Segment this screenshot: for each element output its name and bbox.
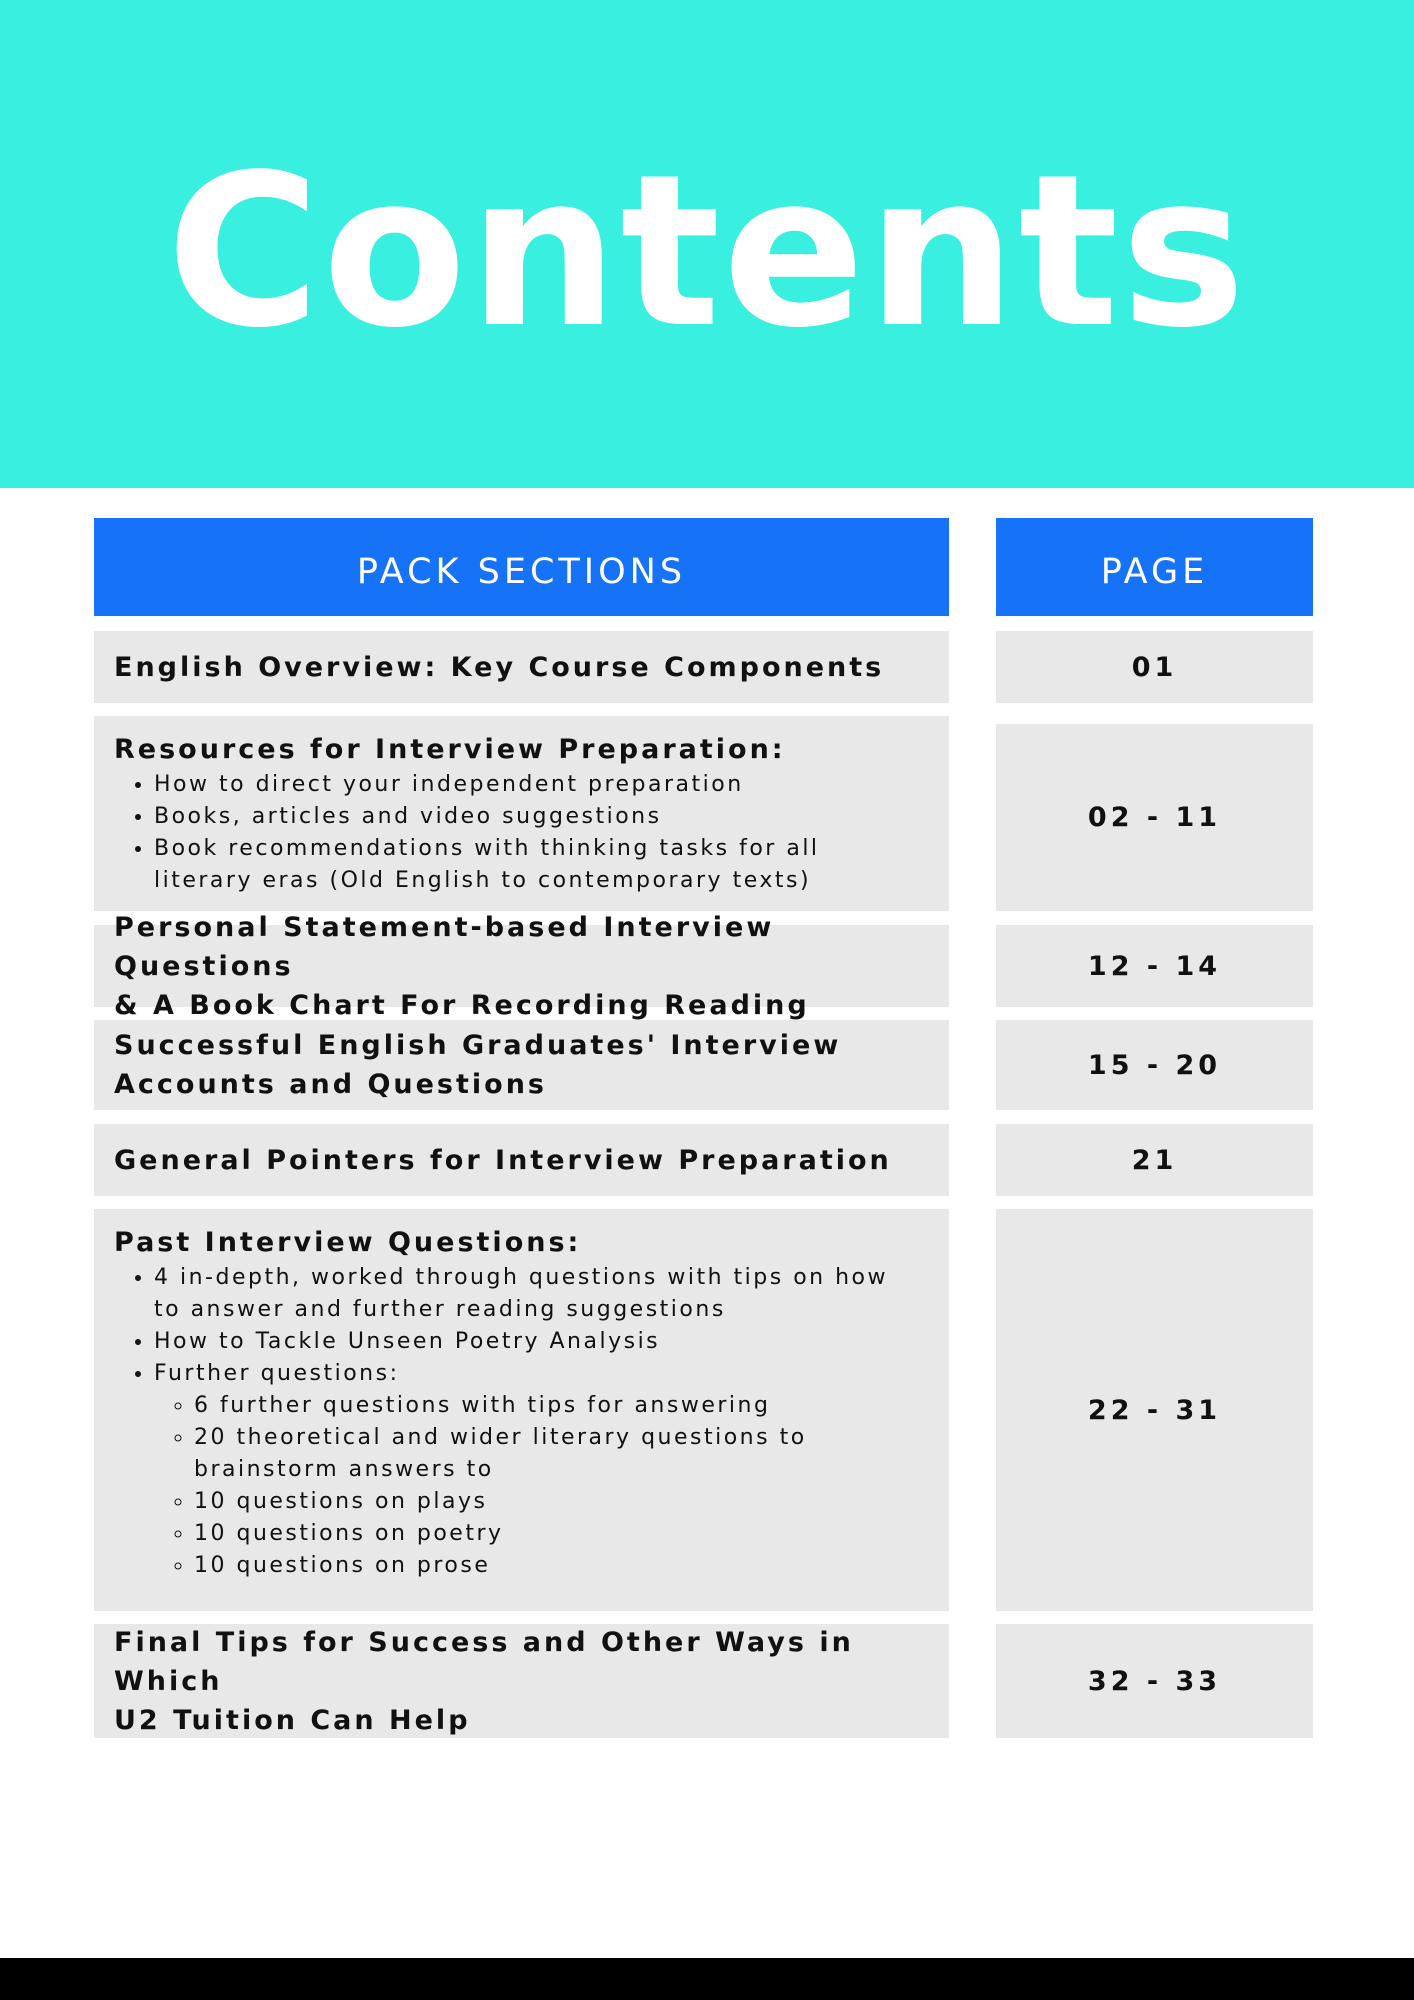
section-row-general-pointers — [94, 1124, 949, 1196]
page-title: Contents — [166, 129, 1248, 374]
sub-list-item: ◦ 6 further questions with tips for answering — [194, 1390, 909, 1422]
section-title-line: Successful English Graduates' Interview — [114, 1030, 842, 1061]
list-item: • 4 in-depth, worked through questions with tips on how to answer and further reading suggestions — [154, 1262, 909, 1326]
section-row-graduates-accounts — [94, 1020, 949, 1110]
sub-list-item: ◦ 20 theoretical and wider literary questions to brainstorm answers to — [194, 1422, 909, 1486]
sub-list-item: ◦ 10 questions on prose — [194, 1550, 909, 1582]
section-title-line: Final Tips for Success and Other Ways in Which — [114, 1626, 854, 1697]
page-cell: 12 - 14 — [996, 925, 1313, 1007]
sub-list-item: ◦ 10 questions on plays — [194, 1486, 909, 1518]
list-item: • How to Tackle Unseen Poetry Analysis — [154, 1326, 909, 1358]
section-row-personal-statement — [94, 911, 949, 1021]
sub-bullet-list — [154, 1390, 909, 1582]
section-row-english-overview — [94, 631, 949, 703]
section-title: Past Interview Questions: — [114, 1227, 582, 1258]
list-item — [154, 1358, 909, 1582]
section-row-final-tips — [94, 1624, 949, 1738]
section-title-line: U2 Tuition Can Help — [114, 1704, 471, 1736]
page-cell: 21 — [996, 1124, 1313, 1196]
list-item: • Books, articles and video suggestions — [154, 801, 909, 833]
section-title: English Overview: Key Course Components — [114, 651, 885, 683]
page-cell: 15 - 20 — [996, 1020, 1313, 1110]
section-row-resources — [94, 716, 949, 911]
section-title-line: & A Book Chart For Recording Reading — [114, 989, 810, 1021]
list-item-label: Further questions: — [154, 1361, 400, 1386]
list-item: • How to direct your independent preparation — [154, 769, 909, 801]
list-item: • Book recommendations with thinking tasks for all literary eras (Old English to contemporary texts) — [154, 833, 909, 897]
hero-banner — [0, 0, 1414, 488]
section-title-line: Personal Statement-based Interview Questions — [114, 911, 775, 982]
page-column-header: PAGE — [996, 518, 1313, 616]
page-cell: 02 - 11 — [996, 724, 1313, 911]
page-cell: 01 — [996, 631, 1313, 703]
page-cell: 32 - 33 — [996, 1624, 1313, 1738]
pack-sections-header: PACK SECTIONS — [94, 518, 949, 616]
sub-list-item: ◦ 10 questions on poetry — [194, 1518, 909, 1550]
section-title: Resources for Interview Preparation: — [114, 734, 786, 765]
section-title: General Pointers for Interview Preparation — [114, 1144, 892, 1176]
page-cell: 22 - 31 — [996, 1209, 1313, 1611]
footer-bar — [0, 1958, 1414, 2000]
section-title-line: Accounts and Questions — [114, 1069, 548, 1100]
bullet-list — [114, 1262, 909, 1582]
section-row-past-questions — [94, 1209, 949, 1611]
bullet-list — [114, 769, 909, 897]
